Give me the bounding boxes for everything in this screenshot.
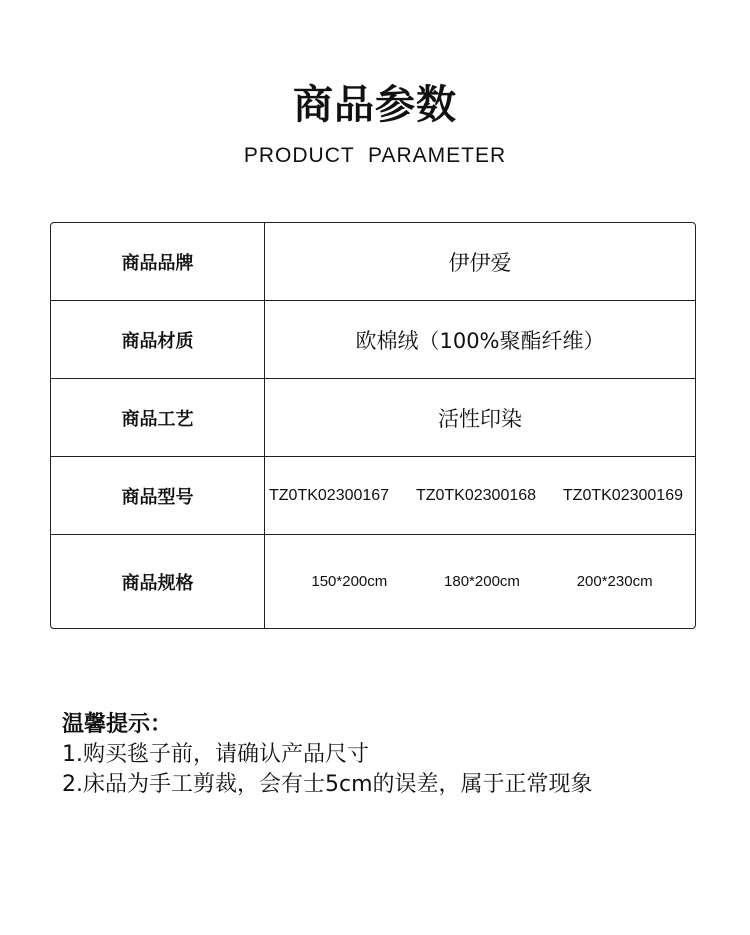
size-values xyxy=(265,535,695,628)
table-row-craft xyxy=(51,378,695,456)
page-subtitle: PRODUCT PARAMETER xyxy=(243,144,507,167)
table-row-model xyxy=(51,456,695,534)
parameter-table xyxy=(50,222,696,629)
size-value-2: 180*200cm xyxy=(444,573,520,590)
brand-value: 伊伊爱 xyxy=(448,251,512,275)
craft-label: 商品工艺 xyxy=(51,379,265,456)
tips-section xyxy=(62,710,722,800)
size-value-1: 150*200cm xyxy=(311,573,388,590)
page-title: 商品参数 xyxy=(293,82,457,128)
material-label: 商品材质 xyxy=(51,301,265,378)
craft-value: 活性印染 xyxy=(438,406,522,431)
brand-label: 商品品牌 xyxy=(51,223,265,301)
size-value-3: 200*230cm xyxy=(576,573,653,590)
size-label: 商品规格 xyxy=(51,535,265,628)
material-value: 欧棉绒（100%聚酯纤维） xyxy=(355,328,605,353)
table-row-brand xyxy=(51,223,695,301)
tip-line-1: 1.购买毯子前，请确认产品尺寸 xyxy=(62,742,369,767)
model-value-2: TZ0TK02300168 xyxy=(415,486,537,504)
table-row-size xyxy=(51,534,695,628)
tip-line-2: 2.床品为手工剪裁，会有士5cm的误差，属于正常现象 xyxy=(62,772,593,797)
tips-title: 温馨提示： xyxy=(62,712,173,737)
model-value-1: TZ0TK02300167 xyxy=(269,486,390,504)
model-label: 商品型号 xyxy=(51,457,265,534)
model-value-3: TZ0TK02300169 xyxy=(562,486,683,504)
model-values xyxy=(265,457,695,534)
table-row-material xyxy=(51,300,695,378)
